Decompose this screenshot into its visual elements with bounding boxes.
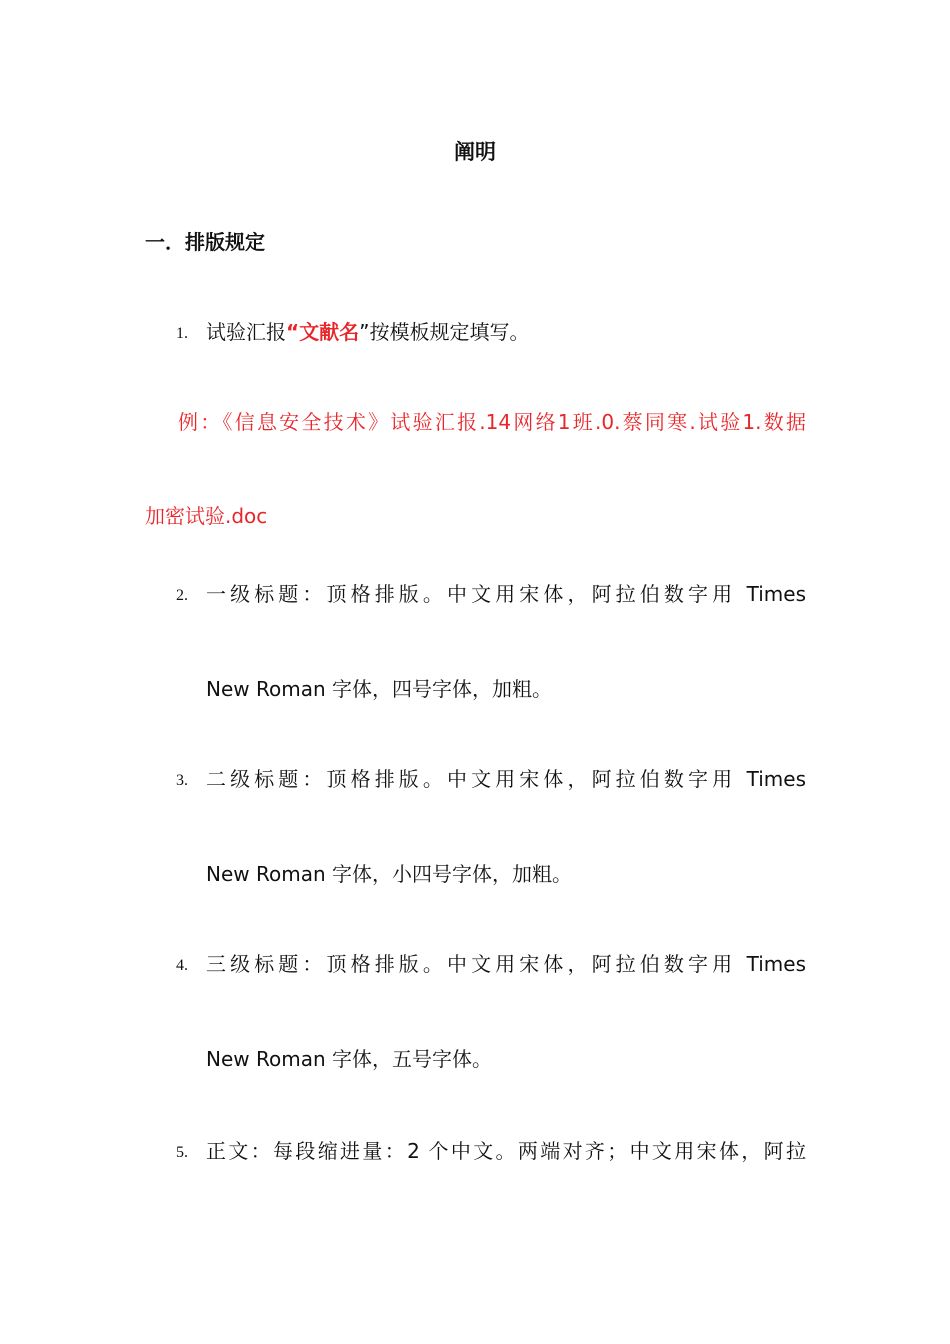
item-number: 4.	[176, 957, 188, 974]
quote-close: ”	[359, 320, 370, 344]
item-number: 3.	[176, 772, 188, 789]
item-text: 二级标题：顶格排版。中文用宋体，阿拉伯数字用 Times	[206, 767, 806, 791]
list-item-4-continuation: New Roman 字体，五号字体。	[206, 1047, 492, 1071]
list-item-3-continuation: New Roman 字体，小四号字体，加粗。	[206, 862, 572, 886]
page-title: 阐明	[454, 140, 496, 164]
item-number: 1.	[176, 325, 188, 342]
item-text: 试验汇报“文献名”按模板规定填写。	[206, 320, 530, 344]
item-text: 正文：每段缩进量：2 个中文。两端对齐；中文用宋体，阿拉	[206, 1139, 806, 1163]
item-number: 2.	[176, 587, 188, 604]
section-heading: 一．排版规定	[145, 230, 265, 254]
example-line-2: 加密试验.doc	[145, 504, 268, 528]
example-line-1: 例：《信息安全技术》试验汇报.14网络1班.0.蔡同寒.试验1.数据	[178, 410, 806, 434]
quote-open: “	[286, 320, 300, 344]
item-number: 5.	[176, 1144, 188, 1161]
list-item-2-continuation: New Roman 字体，四号字体，加粗。	[206, 677, 552, 701]
item-text: 一级标题：顶格排版。中文用宋体，阿拉伯数字用 Times	[206, 582, 806, 606]
item-text: 三级标题：顶格排版。中文用宋体，阿拉伯数字用 Times	[206, 952, 806, 976]
highlight-filename: 文献名	[299, 320, 360, 344]
